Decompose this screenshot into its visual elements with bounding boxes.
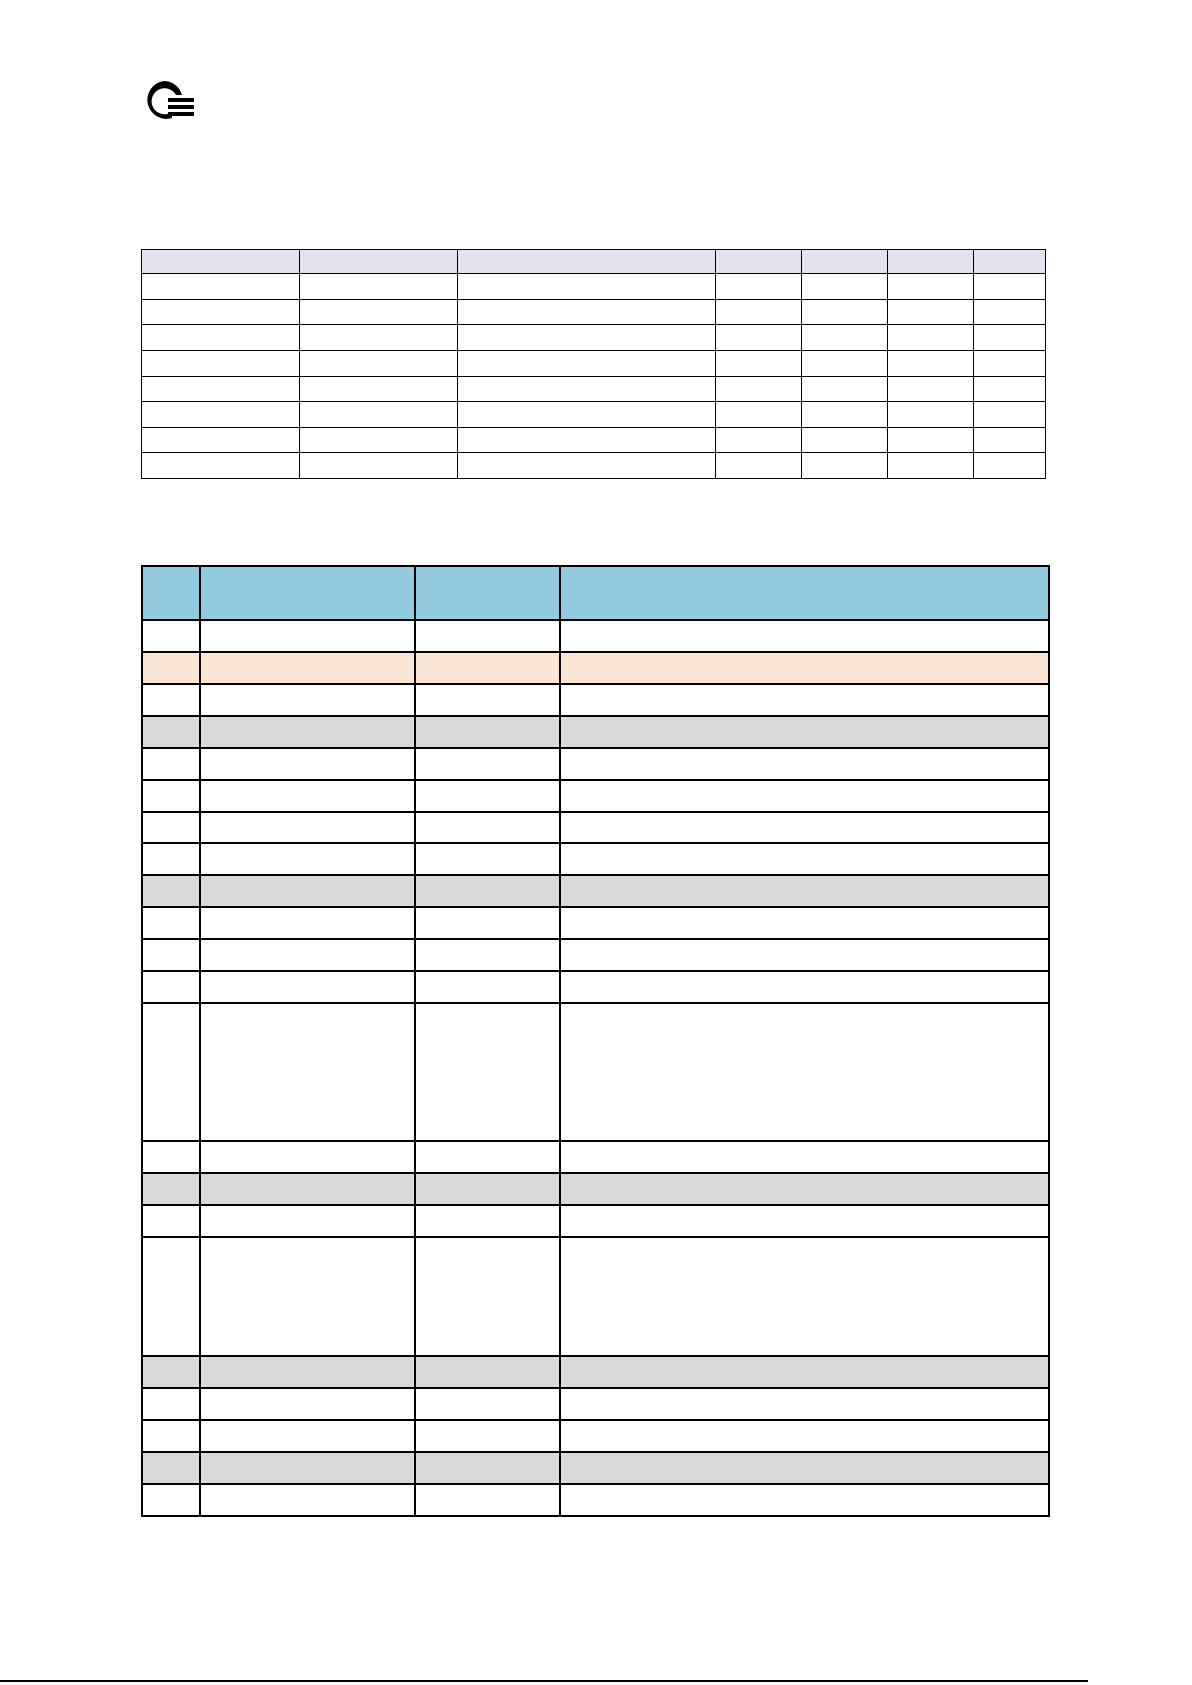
detail-table-cell [142,652,200,684]
detail-table-row [142,875,1049,907]
detail-table-cell [200,875,415,907]
detail-table-row [142,812,1049,844]
summary-table-cell [802,402,888,428]
summary-table-cell [458,402,716,428]
detail-table-cell [560,748,1049,780]
detail-table-cell [415,907,560,939]
summary-table-cell [888,299,974,325]
detail-table-cell [142,1484,200,1516]
detail-table-cell [142,843,200,875]
detail-table-cell [560,1484,1049,1516]
detail-table-cell [415,684,560,716]
summary-table-cell [888,453,974,479]
summary-table-cell [142,376,300,402]
detail-table-cell [142,812,200,844]
detail-table-row [142,1237,1049,1356]
detail-table-row [142,1388,1049,1420]
summary-table-cell [458,350,716,376]
detail-table-cell [142,971,200,1003]
detail-table-cell [560,1420,1049,1452]
detail-table-row [142,748,1049,780]
detail-table-cell [415,875,560,907]
detail-table-cell [560,1388,1049,1420]
summary-table-cell [300,350,458,376]
detail-table-cell [142,1356,200,1388]
detail-table-cell [560,971,1049,1003]
detail-table-cell [560,716,1049,748]
summary-header-cell [888,250,974,274]
footer-divider [0,1680,1088,1682]
detail-table-cell [415,1205,560,1237]
detail-table-cell [560,875,1049,907]
detail-table-cell [200,716,415,748]
summary-table-cell [458,325,716,351]
summary-table-cell [802,376,888,402]
detail-table-cell [560,939,1049,971]
summary-header-cell [300,250,458,274]
summary-table-cell [716,376,802,402]
detail-table-row [142,620,1049,652]
detail-table-row [142,1205,1049,1237]
summary-table-row [142,427,1046,453]
detail-table-cell [415,1173,560,1205]
summary-table-cell [300,402,458,428]
summary-table-cell [300,453,458,479]
detail-table-row [142,716,1049,748]
detail-table-cell [142,875,200,907]
detail-table-cell [200,620,415,652]
summary-table [141,249,1046,479]
detail-table-row [142,684,1049,716]
summary-table-cell [716,402,802,428]
summary-table-cell [888,402,974,428]
detail-table-cell [142,620,200,652]
detail-table-row [142,652,1049,684]
summary-table-cell [802,350,888,376]
summary-table-cell [716,350,802,376]
summary-table-cell [802,427,888,453]
detail-table-row [142,1356,1049,1388]
detail-table-cell [560,780,1049,812]
detail-table-cell [142,1003,200,1141]
summary-table-cell [974,299,1046,325]
summary-table-row [142,402,1046,428]
detail-table-cell [415,971,560,1003]
summary-table-cell [716,299,802,325]
detail-table-cell [560,620,1049,652]
detail-table-cell [142,716,200,748]
detail-table-cell [200,907,415,939]
summary-table-row [142,350,1046,376]
summary-table-cell [142,299,300,325]
detail-table-cell [142,1452,200,1484]
detail-table-row [142,907,1049,939]
detail-table-cell [200,1173,415,1205]
detail-table-cell [142,780,200,812]
detail-table-cell [560,1141,1049,1173]
detail-table-row [142,1420,1049,1452]
detail-table-cell [560,1003,1049,1141]
detail-table-cell [415,1420,560,1452]
detail-table-cell [415,780,560,812]
summary-table-cell [458,274,716,300]
summary-table-cell [300,325,458,351]
detail-table-cell [560,843,1049,875]
detail-table-cell [200,684,415,716]
detail-header-cell [200,566,415,620]
detail-table-cell [200,1141,415,1173]
detail-table-row [142,1141,1049,1173]
summary-table-cell [974,427,1046,453]
detail-table-cell [415,1452,560,1484]
summary-table-cell [716,274,802,300]
detail-table-cell [200,1003,415,1141]
detail-table-cell [200,748,415,780]
detail-table-cell [200,939,415,971]
summary-table-cell [888,376,974,402]
detail-table-cell [142,1173,200,1205]
summary-table-cell [458,427,716,453]
summary-table-cell [888,427,974,453]
detail-table-cell [200,1356,415,1388]
detail-table-cell [142,1205,200,1237]
detail-table-row [142,1484,1049,1516]
detail-table-row [142,939,1049,971]
summary-header-cell [458,250,716,274]
detail-table-cell [200,1420,415,1452]
summary-table-header [142,250,1046,274]
summary-table-cell [458,376,716,402]
detail-table-cell [415,1141,560,1173]
detail-table-cell [415,1356,560,1388]
detail-table-cell [142,907,200,939]
detail-table-cell [142,1420,200,1452]
detail-table-cell [200,812,415,844]
summary-header-cell [802,250,888,274]
detail-table-row [142,780,1049,812]
detail-table-cell [560,684,1049,716]
detail-table-cell [200,652,415,684]
detail-table-cell [560,1237,1049,1356]
summary-table-cell [974,350,1046,376]
detail-header-cell [142,566,200,620]
detail-table-cell [560,1173,1049,1205]
summary-table-cell [974,402,1046,428]
summary-table-cell [142,274,300,300]
detail-table-row [142,1173,1049,1205]
summary-table-cell [716,325,802,351]
summary-table-row [142,299,1046,325]
summary-table-cell [716,453,802,479]
detail-header-cell [415,566,560,620]
detail-table-cell [142,1388,200,1420]
summary-table-cell [300,299,458,325]
summary-table-cell [142,427,300,453]
detail-table-cell [142,1141,200,1173]
detail-table-cell [560,812,1049,844]
detail-table-cell [415,843,560,875]
detail-table-cell [415,716,560,748]
summary-table-cell [802,325,888,351]
summary-table-cell [300,427,458,453]
detail-table-cell [560,1205,1049,1237]
summary-table-cell [888,350,974,376]
detail-table-cell [200,1484,415,1516]
detail-table-cell [560,1452,1049,1484]
detail-table-row [142,843,1049,875]
detail-table-cell [200,971,415,1003]
summary-table-cell [802,299,888,325]
detail-header-cell [560,566,1049,620]
detail-table-cell [200,780,415,812]
detail-table-cell [200,1452,415,1484]
detail-table-cell [415,1388,560,1420]
detail-table-row [142,1452,1049,1484]
summary-table-cell [142,350,300,376]
detail-table-cell [200,1205,415,1237]
quantum-logo-icon [142,78,200,124]
detail-table-cell [200,1388,415,1420]
summary-header-cell [142,250,300,274]
summary-table-row [142,376,1046,402]
summary-table-cell [142,453,300,479]
detail-table-cell [142,1237,200,1356]
detail-table-cell [415,620,560,652]
detail-table-header [142,566,1049,620]
detail-table-row [142,971,1049,1003]
detail-table-cell [415,812,560,844]
summary-header-cell [974,250,1046,274]
detail-table-cell [415,652,560,684]
summary-table-cell [716,427,802,453]
detail-table-cell [200,843,415,875]
summary-table-cell [974,376,1046,402]
detail-table-row [142,1003,1049,1141]
detail-table-cell [415,748,560,780]
summary-table-cell [974,453,1046,479]
detail-table-cell [142,939,200,971]
detail-table-cell [142,684,200,716]
detail-table-cell [415,939,560,971]
summary-table-row [142,274,1046,300]
detail-table-cell [200,1237,415,1356]
summary-table-cell [888,325,974,351]
detail-table-cell [142,748,200,780]
detail-table-cell [560,1356,1049,1388]
summary-table-cell [458,299,716,325]
detail-table-cell [415,1484,560,1516]
summary-table-cell [974,274,1046,300]
summary-table-cell [300,274,458,300]
detail-table [141,565,1050,1517]
detail-table-cell [415,1237,560,1356]
summary-table-cell [802,274,888,300]
summary-table-cell [458,453,716,479]
summary-table-row [142,325,1046,351]
summary-table-cell [142,402,300,428]
summary-table-cell [888,274,974,300]
summary-table-cell [300,376,458,402]
detail-table-cell [560,907,1049,939]
summary-table-cell [142,325,300,351]
summary-header-cell [716,250,802,274]
summary-table-row [142,453,1046,479]
detail-table-cell [560,652,1049,684]
summary-table-cell [974,325,1046,351]
detail-table-cell [415,1003,560,1141]
summary-table-cell [802,453,888,479]
